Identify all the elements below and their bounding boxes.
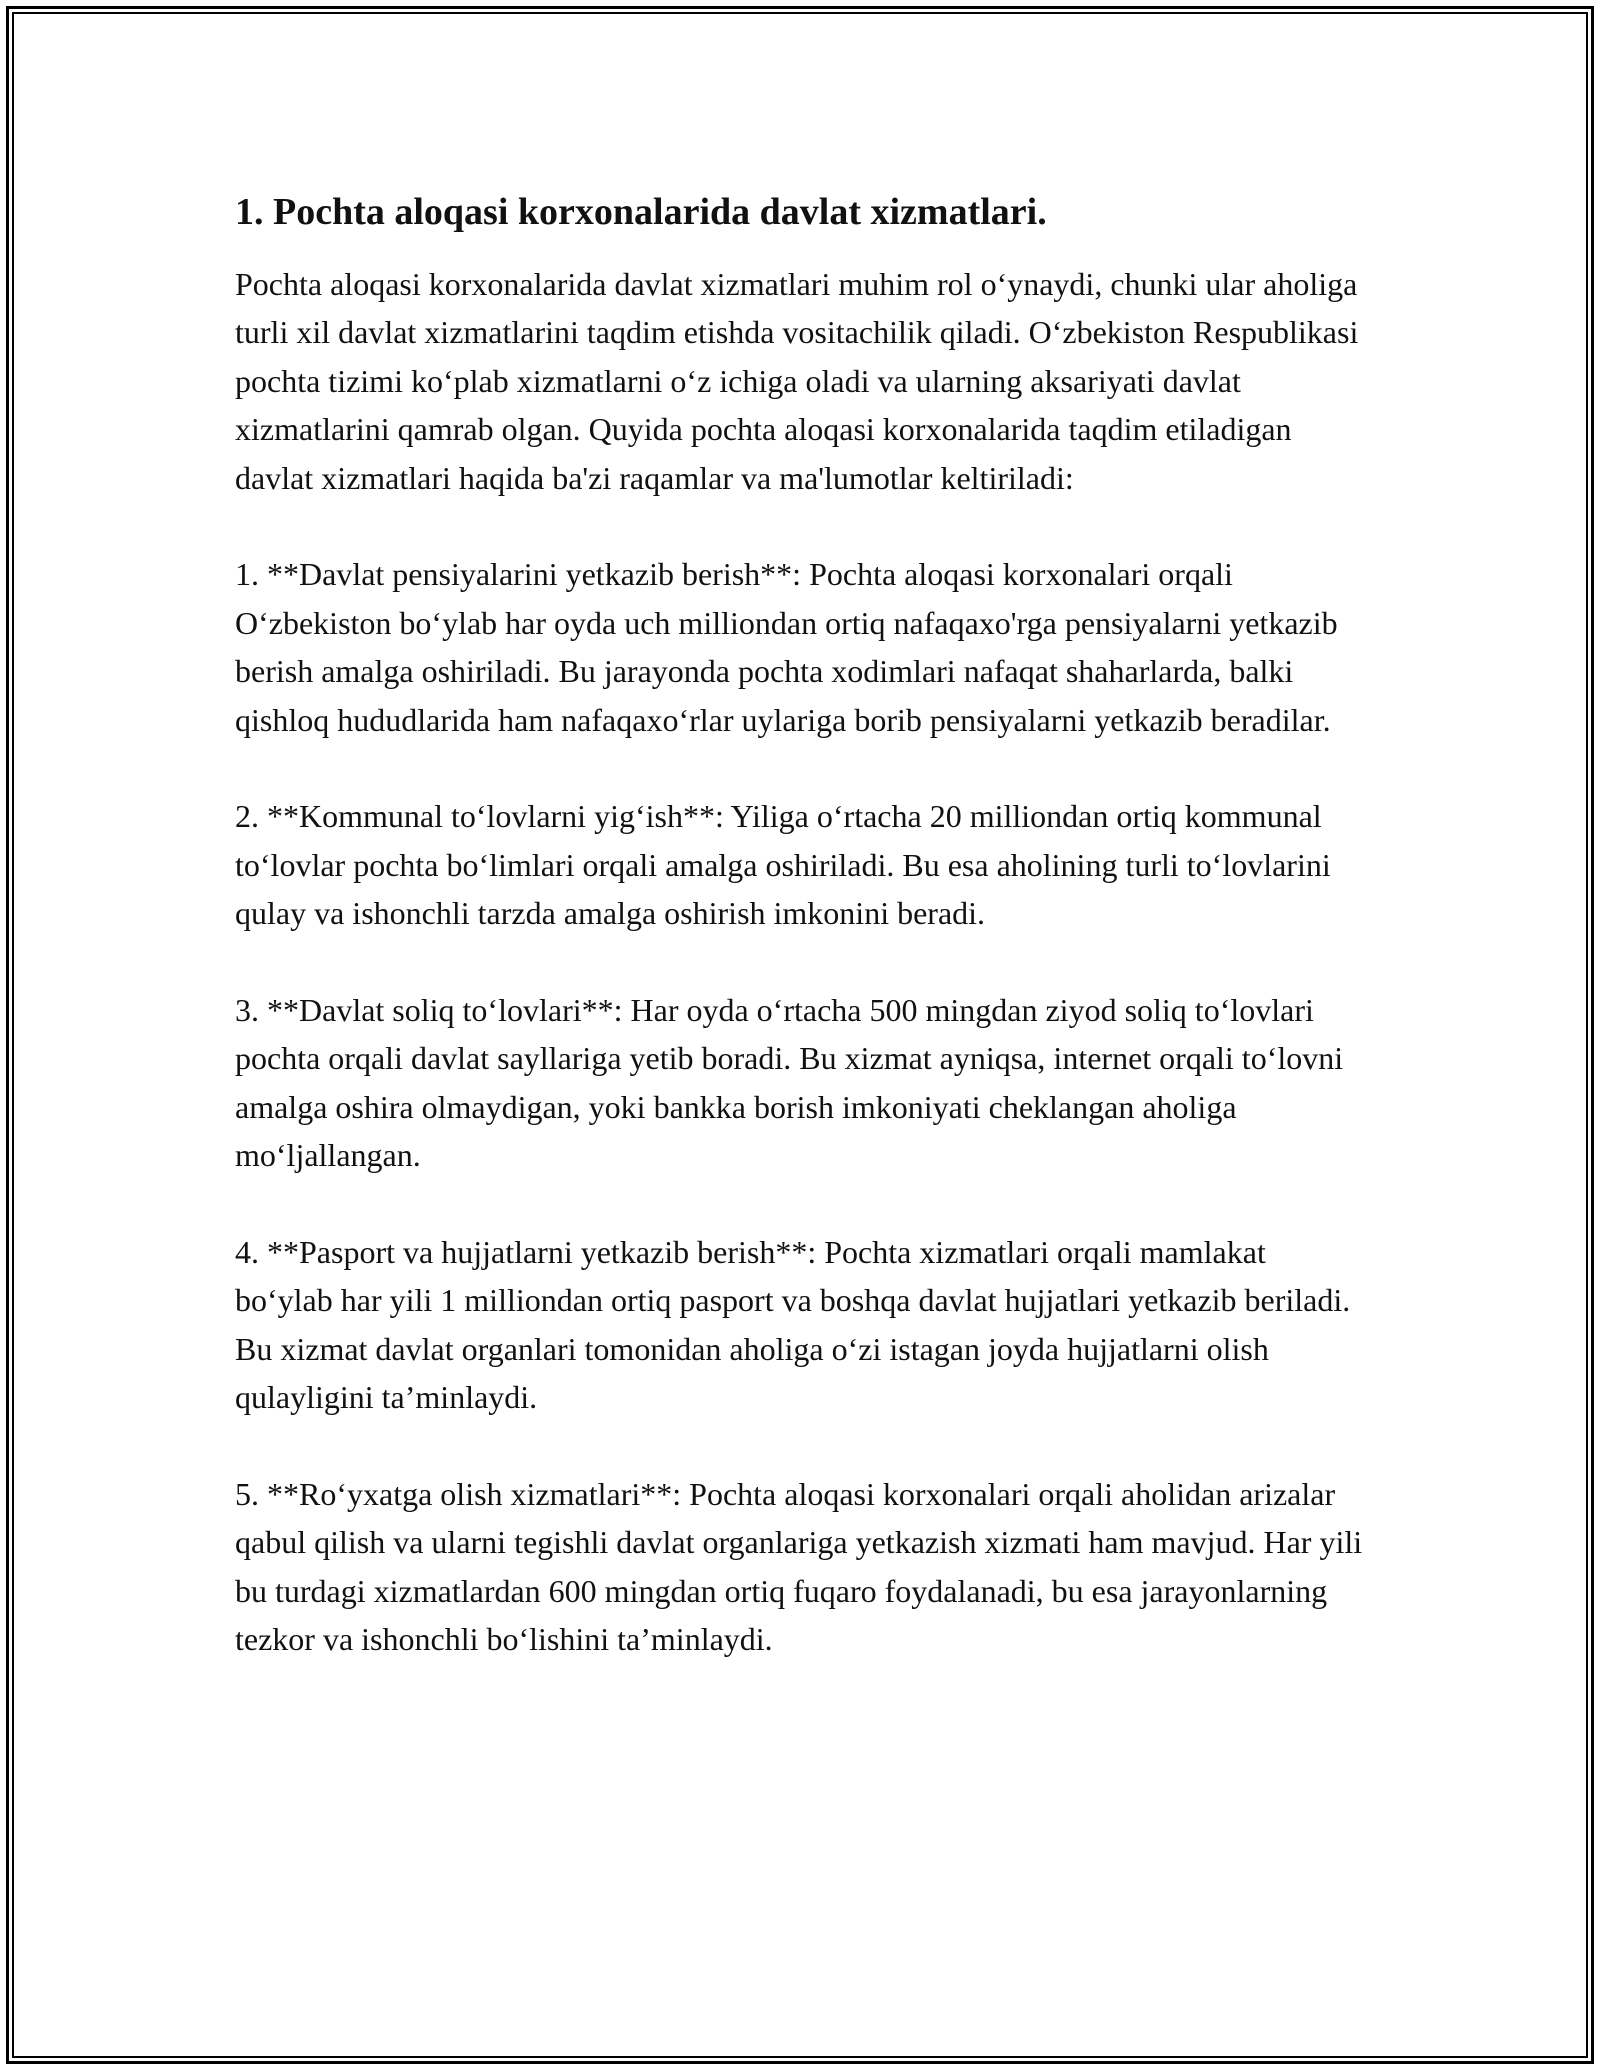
page-title: 1. Pochta aloqasi korxonalarida davlat xizmatlari. [235,191,1047,233]
intro-paragraph: Pochta aloqasi korxonalarida davlat xizmatlari muhim rol o‘ynaydi, chunki ular aholiga turli xil davlat xizmatlarini taqdim etishda vositachilik qiladi. O‘zbekiston Respublikasi pochta tizimi ko‘plab xizmatlarni o‘z ichiga oladi va ularning aksariyati davlat xizmatlarini qamrab olgan. Quyida pochta aloqasi korxonalarida taqdim etiladigan davlat xizmatlari haqida ba'zi raqamlar va ma'lumotlar keltiriladi: [235,266,1359,496]
list-item-tax-payments: 3. **Davlat soliq to‘lovlari**: Har oyda o‘rtacha 500 mingdan ziyod soliq to‘lovlari pochta orqali davlat sayllariga yetib boradi. Bu xizmat ayniqsa, internet orqali to‘lovni amalga oshira olmaydigan, yoki bankka borish imkoniyati cheklangan aholiga mo‘ljallangan. [235,992,1344,1174]
list-item-utility-payments: 2. **Kommunal to‘lovlarni yig‘ish**: Yiliga o‘rtacha 20 milliondan ortiq kommunal to‘lovlar pochta bo‘limlari orqali amalga oshiriladi. Bu esa aholining turli to‘lovlarini qulay va ishonchli tarzda amalga oshirish imkonini beradi. [235,798,1331,932]
list-item-passport-delivery: 4. **Pasport va hujjatlarni yetkazib berish**: Pochta xizmatlari orqali mamlakat bo‘ylab har yili 1 milliondan ortiq pasport va boshqa davlat hujjatlari yetkazib beriladi. Bu xizmat davlat organlari tomonidan aholiga o‘zi istagan joyda hujjatlarni olish qulayligini ta’minlaydi. [235,1234,1351,1416]
list-item-registration-services: 5. **Ro‘yxatga olish xizmatlari**: Pochta aloqasi korxonalari orqali aholidan arizalar qabul qilish va ularni tegishli davlat organlariga yetkazish xizmati ham mavjud. Har yili bu turdagi xizmatlardan 600 mingdan ortiq fuqaro foydalanadi, bu esa jarayonlarning tezkor va ishonchli bo‘lishini ta’minlaydi. [235,1476,1363,1658]
document-body [235,184,1365,1712]
list-item-pensions: 1. **Davlat pensiyalarini yetkazib berish**: Pochta aloqasi korxonalari orqali O‘zbekiston bo‘ylab har oyda uch milliondan ortiq nafaqaxo'rga pensiyalarni yetkazib berish amalga oshiriladi. Bu jarayonda pochta xodimlari nafaqat shaharlarda, balki qishloq hududlarida ham nafaqaxo‘rlar uylariga borib pensiyalarni yetkazib beradilar. [235,556,1338,738]
